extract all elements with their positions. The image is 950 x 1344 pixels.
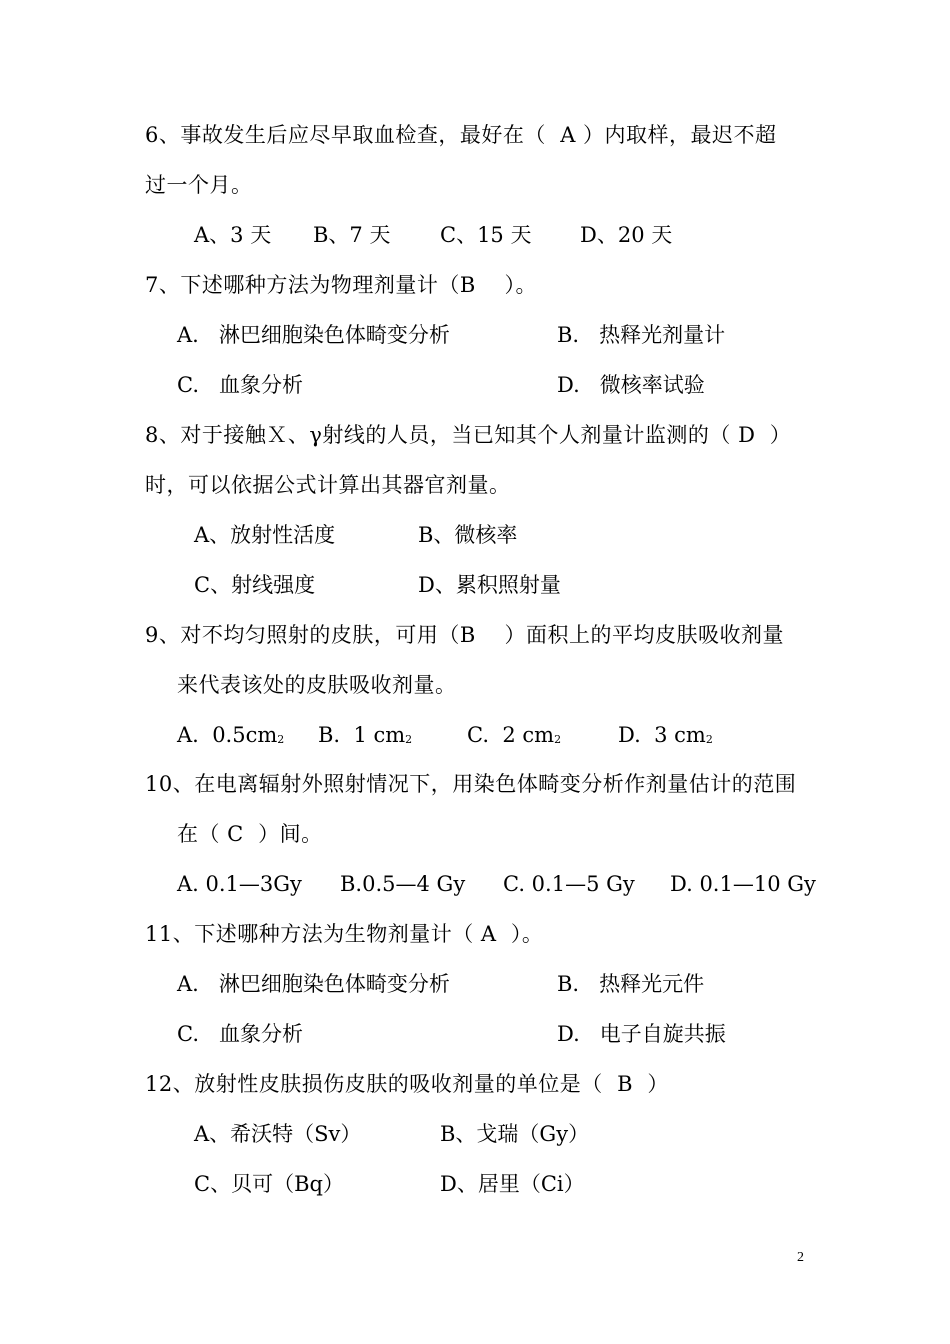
question-9-option-d: [618, 721, 713, 754]
question-8-option-a: A、放射性活度: [194, 523, 336, 547]
question-9-option-c-sup: 2: [554, 733, 562, 746]
question-12-option-b: B、戈瑞（Gy）: [440, 1122, 590, 1146]
question-9-option-d-text: D. 3 cm: [618, 723, 706, 747]
question-6-option-d: D、20 天: [580, 223, 673, 247]
question-10-stem-line-1: 10、在电离辐射外照射情况下，用染色体畸变分析作剂量估计的范围: [145, 772, 797, 796]
question-10-stem-line-2: 在（ C ）间。: [177, 822, 323, 846]
question-11-option-c: C. 血象分析: [177, 1022, 304, 1046]
question-11-stem: 11、下述哪种方法为生物剂量计（ A ）。: [145, 922, 544, 946]
question-9-option-c-text: C. 2 cm: [467, 723, 555, 747]
question-9-option-c: [467, 721, 561, 754]
question-8-stem-line-1: 8、对于接触Ｘ、γ射线的人员，当已知其个人剂量计监测的（ D ）: [145, 423, 792, 447]
question-6-option-a: A、3 天: [194, 223, 272, 247]
question-9-stem-line-1: 9、对不均匀照射的皮肤，可用（B ）面积上的平均皮肤吸收剂量: [145, 623, 784, 647]
question-6-stem-line-1: 6、事故发生后应尽早取血检查，最好在（ A ）内取样，最迟不超: [145, 123, 777, 147]
question-11-option-b: B. 热释光元件: [557, 972, 705, 996]
question-6-option-c: C、15 天: [440, 223, 532, 247]
question-6-stem-line-2: 过一个月。: [145, 173, 253, 197]
question-12-stem: 12、放射性皮肤损伤皮肤的吸收剂量的单位是（ B ）: [145, 1072, 669, 1096]
question-9-option-b: [318, 721, 412, 754]
question-9-stem-line-2: 来代表该处的皮肤吸收剂量。: [177, 673, 457, 697]
question-10-option-b: B.0.5—4 Gy: [340, 872, 466, 896]
question-7-option-a: A. 淋巴细胞染色体畸变分析: [177, 323, 450, 347]
question-11-option-a: A. 淋巴细胞染色体畸变分析: [177, 972, 450, 996]
question-6-option-b: B、7 天: [313, 223, 391, 247]
question-10-option-a: A. 0.1—3Gy: [177, 872, 302, 896]
question-8-option-b: B、微核率: [418, 523, 518, 547]
question-12-option-d: D、居里（Ci）: [440, 1172, 585, 1196]
question-8-option-c: C、射线强度: [194, 573, 316, 597]
question-9-option-a: [177, 721, 284, 754]
question-7-stem: 7、下述哪种方法为物理剂量计（B ）。: [145, 273, 537, 297]
page-number: 2: [797, 1250, 804, 1265]
question-12-option-a: A、希沃特（Sv）: [194, 1122, 362, 1146]
question-9-option-a-text: A. 0.5cm: [177, 723, 278, 747]
question-7-option-c: C. 血象分析: [177, 373, 304, 397]
question-9-option-b-sup: 2: [405, 733, 413, 746]
question-9-option-d-sup: 2: [705, 733, 713, 746]
question-12-option-c: C、贝可（Bq）: [194, 1172, 344, 1196]
question-7-option-d: D. 微核率试验: [557, 373, 705, 397]
question-9-option-a-sup: 2: [277, 733, 285, 746]
question-9-option-b-text: B. 1 cm: [318, 723, 406, 747]
question-8-option-d: D、累积照射量: [418, 573, 561, 597]
question-7-option-b: B. 热释光剂量计: [557, 323, 726, 347]
question-10-option-c: C. 0.1—5 Gy: [503, 872, 635, 896]
question-10-option-d: D. 0.1—10 Gy: [670, 872, 816, 896]
question-11-option-d: D. 电子自旋共振: [557, 1022, 726, 1046]
question-8-stem-line-2: 时，可以依据公式计算出其器官剂量。: [145, 473, 511, 497]
